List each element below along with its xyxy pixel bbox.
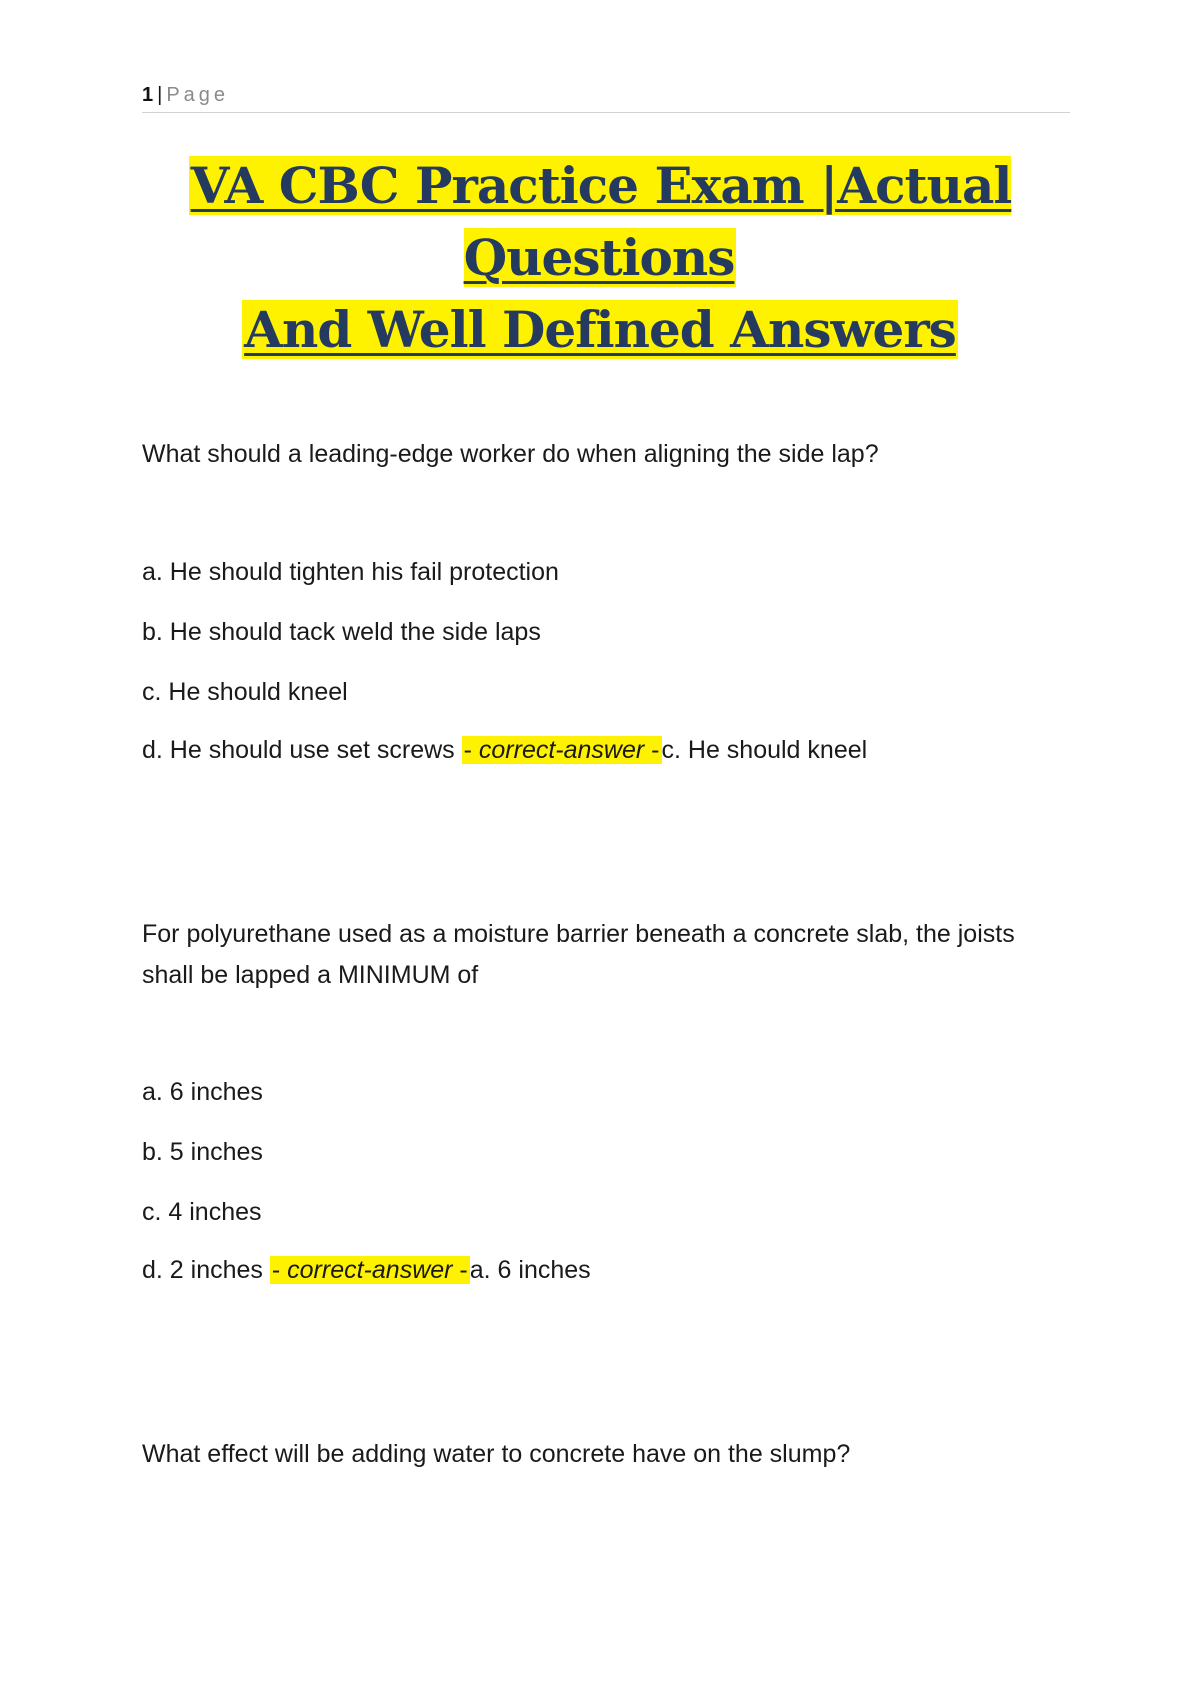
answer-suffix: - (644, 736, 660, 764)
document-title (130, 150, 1070, 366)
page-separator: | (157, 84, 163, 106)
correct-answer-label: correct-answer (287, 1256, 453, 1284)
answer-prefix: - (463, 736, 479, 764)
question-2-option-c: c. 4 inches (142, 1198, 262, 1226)
question-1-text: What should a leading-edge worker do when aligning the side lap? (142, 440, 879, 468)
question-3-text: What effect will be adding water to concrete have on the slump? (142, 1440, 851, 1468)
question-2-text-line-2: shall be lapped a MINIMUM of (142, 961, 479, 989)
question-2-text (142, 914, 1072, 996)
answer-prefix: - (271, 1256, 288, 1284)
question-2-text-line-1: For polyurethane used as a moisture barrier beneath a concrete slab, the joists (142, 920, 1015, 948)
question-1-option-b: b. He should tack weld the side laps (142, 618, 541, 646)
question-1-option-a: a. He should tighten his fail protection (142, 558, 559, 586)
question-2-option-a: a. 6 inches (142, 1078, 263, 1106)
question-1-option-d-answer (142, 732, 867, 768)
question-2-option-d: d. 2 inches (142, 1256, 263, 1284)
answer-suffix: - (452, 1256, 468, 1284)
title-line-2: And Well Defined Answers (244, 300, 956, 359)
page-word: Page (166, 84, 230, 106)
correct-answer-label: correct-answer (478, 736, 645, 764)
title-line-1: VA CBC Practice Exam |Actual Questions (190, 156, 1012, 287)
question-1-option-c: c. He should kneel (142, 678, 348, 706)
question-1-answer-highlight (462, 736, 662, 764)
page-number: 1 (142, 84, 154, 106)
question-1-option-d: d. He should use set screws (142, 736, 455, 764)
question-2-answer-highlight (270, 1256, 470, 1284)
question-1-answer: c. He should kneel (661, 736, 868, 764)
question-2-answer: a. 6 inches (469, 1256, 591, 1284)
page-header (142, 78, 1070, 113)
question-2-option-b: b. 5 inches (142, 1138, 263, 1166)
question-2-option-d-answer (142, 1252, 591, 1288)
